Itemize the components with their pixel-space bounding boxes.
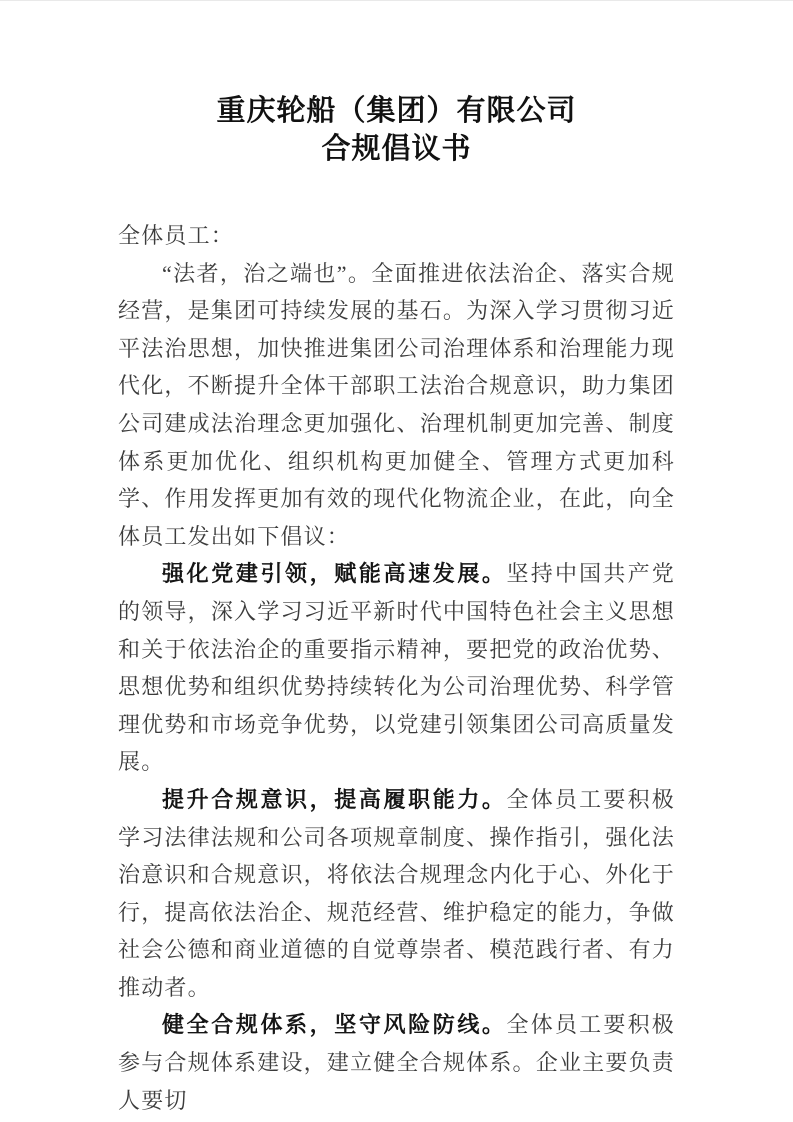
salutation: 全体员工： bbox=[118, 223, 235, 248]
paragraph-lead: 提升合规意识，提高履职能力。 bbox=[162, 786, 507, 812]
paragraph-compliance-system bbox=[118, 1006, 675, 1119]
paragraph-party-leadership bbox=[118, 555, 675, 781]
paragraph-lead: 强化党建引领，赋能高速发展。 bbox=[162, 561, 507, 587]
paragraph-text: 全体员工要积极学习法律法规和公司各项规章制度、操作指引，强化法治意识和合规意识，将依法合规理念内化于心、外化于行，提高依法治企、规范经营、维护稳定的能力，争做社会公德和商业道德的自觉尊崇者、模范践行者、有力推动者。 bbox=[118, 786, 676, 1000]
paragraph-text: 全体员工要积极参与合规体系建设，建立健全合规体系。企业主要负责人要切 bbox=[118, 1012, 676, 1113]
title-company-name: 重庆轮船（集团）有限公司 bbox=[216, 95, 577, 127]
document-title bbox=[0, 1, 793, 168]
paragraph-text: 坚持中国共产党的领导，深入学习习近平新时代中国特色社会主义思想和关于依法治企的重要指示精神，要把党的政治优势、思想优势和组织优势持续转化为公司治理优势、科学管理优势和市场竞争优势，以党建引领集团公司高质量发展。 bbox=[118, 561, 676, 775]
paragraph-intro bbox=[118, 255, 675, 556]
paragraph-text: “法者，治之端也”。全面推进依法治企、落实合规经营，是集团可持续发展的基石。为深入学习贯彻习近平法治思想，加快推进集团公司治理体系和治理能力现代化，不断提升全体干部职工法治合规意识，助力集团公司建成法治理念更加强化、治理机制更加完善、制度体系更加优化、组织机构更加健全、管理方式更加科学、作用发挥更加有效的现代化物流企业，在此，向全体员工发出如下倡议： bbox=[118, 260, 675, 549]
paragraph-compliance-awareness bbox=[118, 781, 675, 1007]
paragraph-lead: 健全合规体系，坚守风险防线。 bbox=[162, 1012, 507, 1038]
document-body bbox=[0, 217, 793, 1119]
title-document-type: 合规倡议书 bbox=[321, 133, 472, 165]
